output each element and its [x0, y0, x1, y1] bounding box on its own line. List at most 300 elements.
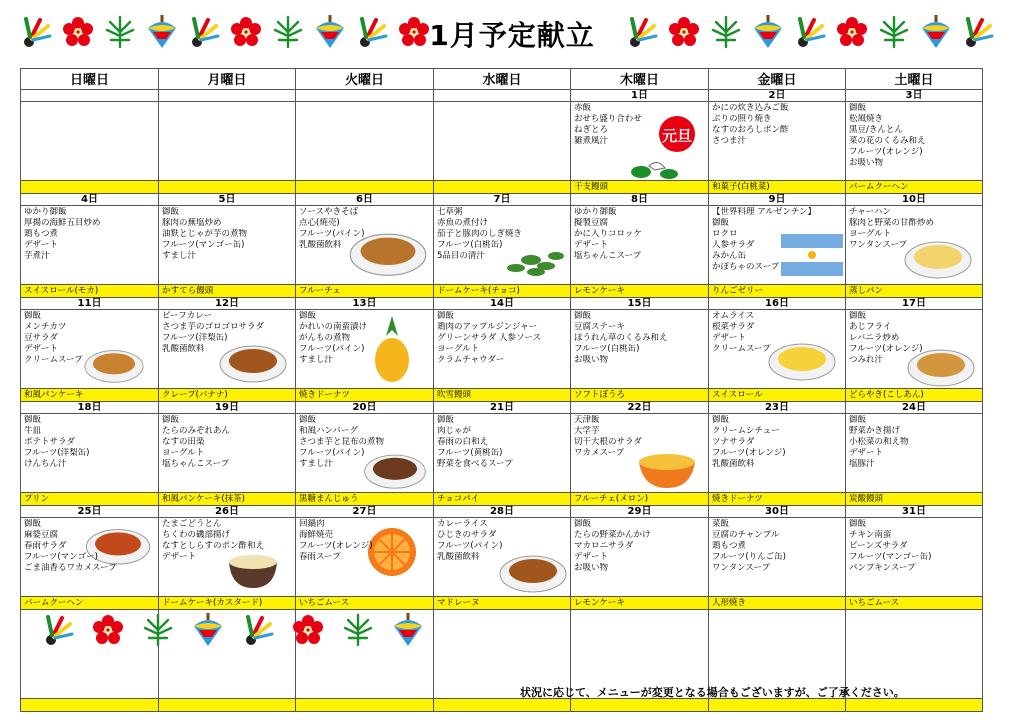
menu-item: レバニラ炒め: [849, 333, 900, 343]
menu-cell: [296, 518, 434, 597]
snack-cell: いちごムース: [846, 597, 983, 610]
menu-item: ソースやきそば: [299, 207, 359, 217]
menu-item: クリームシチュー: [712, 426, 780, 436]
menu-cell: [846, 206, 983, 285]
menu-item: 回鍋肉: [299, 519, 325, 529]
menu-item: メンチカツ: [24, 322, 67, 332]
crane-pine-icon: [629, 156, 679, 180]
menu-item: 野菜かき揚げ: [849, 426, 901, 436]
snack-cell: 吹雪饅頭: [434, 389, 571, 402]
date-cell: 29日: [571, 506, 709, 518]
snack-cell: [159, 181, 296, 194]
menu-item: 雑煮風汁: [574, 136, 609, 146]
menu-item: 豚肉と野菜の甘酢炒め: [849, 218, 935, 228]
menu-item: ワンタンスープ: [712, 563, 771, 573]
menu-item: 野菜を食べるスープ: [437, 459, 513, 469]
menu-item: 小松菜の和え物: [849, 437, 909, 447]
date-cell: [434, 90, 571, 102]
menu-item: なすのおろしポン酢: [712, 125, 789, 135]
menu-item: ゆかり御飯: [574, 207, 617, 217]
menu-item: 切干大根のサラダ: [574, 437, 642, 447]
menu-item: 春雨サラダ: [24, 541, 67, 551]
menu-item: 油麩とじゃが芋の煮物: [162, 229, 248, 239]
empty-band-row: [21, 699, 983, 712]
menu-item: デザート: [162, 552, 197, 562]
menu-item: 豆腐ステーキ: [574, 322, 625, 332]
menu-item: ヨーグルト: [162, 448, 205, 458]
menu-item: 御飯: [24, 311, 42, 321]
date-cell: 30日: [709, 506, 846, 518]
menu-item: ゆかり御飯: [24, 207, 67, 217]
date-row: [21, 194, 983, 206]
snack-cell: [21, 181, 159, 194]
menu-item: 御飯: [849, 415, 867, 425]
menu-item: チキン南蛮: [849, 530, 892, 540]
snack-row: [21, 181, 983, 194]
spinning-top-icon: [312, 14, 348, 50]
menu-item: 5品目の清汁: [437, 251, 485, 261]
menu-item: 乳酸菌飲料: [712, 459, 755, 469]
menu-item: なすとしらすのポン酢和え: [162, 541, 265, 551]
date-cell: [296, 90, 434, 102]
menu-cell: [846, 310, 983, 389]
date-cell: 16日: [709, 298, 846, 310]
weekday-saturday: 土曜日: [846, 69, 983, 90]
menu-item: 赤魚の煮付け: [437, 218, 489, 228]
menu-item: たらの野菜かんかけ: [574, 530, 651, 540]
menu-item: ワンタンスープ: [849, 240, 908, 250]
menu-row: [21, 102, 983, 181]
date-cell: [21, 90, 159, 102]
menu-item: フルーツ(オレンジ): [849, 344, 923, 354]
menu-item: 鶏肉のアップルジンジャー: [437, 322, 538, 332]
menu-item: さつま芋のゴロゴロサラダ: [162, 322, 264, 332]
menu-cell: [709, 310, 846, 389]
menu-item: 七草粥: [437, 207, 463, 217]
menu-item: 御飯: [849, 519, 867, 529]
date-cell: 20日: [296, 402, 434, 414]
menu-item: 和風ハンバーグ: [299, 426, 358, 436]
menu-cell: [21, 518, 159, 597]
menu-cell: [21, 310, 159, 389]
menu-item: デザート: [574, 552, 609, 562]
menu-item: ねぎとろ: [574, 125, 609, 135]
date-row: [21, 90, 983, 102]
menu-item: 御飯: [24, 519, 42, 529]
snack-cell: かすてら饅頭: [159, 285, 296, 298]
menu-item: ちくわの磯部揚げ: [162, 530, 231, 540]
date-row: [21, 506, 983, 518]
snack-row: [21, 389, 983, 402]
snack-cell: 蒸しパン: [846, 285, 983, 298]
snack-cell: ソフトぼうろ: [571, 389, 709, 402]
plum-flower-icon: [834, 14, 870, 50]
menu-item: 豆腐のチャンプル: [712, 530, 780, 540]
snack-row: [21, 285, 983, 298]
menu-item: ポテトサラダ: [24, 437, 75, 447]
menu-item: お吸い物: [574, 563, 609, 573]
plum-flower-icon: [90, 612, 126, 648]
date-cell: 4日: [21, 194, 159, 206]
menu-cell: [846, 102, 983, 181]
pine-branch-icon: [708, 14, 744, 50]
menu-item: けんちん汁: [24, 459, 67, 469]
menu-item: 天津飯: [574, 415, 600, 425]
menu-item: ワカメスープ: [574, 448, 625, 458]
menu-item: 黒豆/きんとん: [849, 125, 903, 135]
menu-item: チャーハン: [849, 207, 891, 217]
menu-item: かれいの南蛮漬け: [299, 322, 368, 332]
menu-row: [21, 518, 983, 597]
date-cell: 1日: [571, 90, 709, 102]
snack-cell: バームクーヘン: [846, 181, 983, 194]
menu-cell: [21, 206, 159, 285]
plum-flower-icon: [228, 14, 264, 50]
date-row: [21, 402, 983, 414]
menu-item: すまし汁: [299, 355, 334, 365]
menu-cell: [159, 206, 296, 285]
plum-flower-icon: [666, 14, 702, 50]
menu-item: たらのみぞれあん: [162, 426, 231, 436]
menu-item: ヨーグルト: [849, 229, 892, 239]
spinning-top-icon: [750, 14, 786, 50]
menu-item: 菜の花のくるみ和え: [849, 136, 926, 146]
snack-cell: 焼きドーナツ: [709, 493, 846, 506]
menu-item: 塩ちゃんこスープ: [162, 459, 230, 469]
snack-cell: 和菓子(白桃菜): [709, 181, 846, 194]
menu-item: 御飯: [24, 415, 42, 425]
date-cell: 24日: [846, 402, 983, 414]
snack-row: [21, 597, 983, 610]
menu-cell: [159, 102, 296, 181]
snack-cell: 黒糖まんじゅう: [296, 493, 434, 506]
menu-item: 御飯: [299, 311, 317, 321]
snack-cell: レモンケーキ: [571, 597, 709, 610]
menu-cell: [434, 206, 571, 285]
menu-item: デザート: [712, 333, 747, 343]
menu-cell: [21, 102, 159, 181]
menu-item: ひじきのサラダ: [437, 530, 497, 540]
shuttlecock-icon: [960, 14, 996, 50]
menu-item: なすの田楽: [162, 437, 205, 447]
menu-item: フルーツ(オレンジ): [299, 541, 373, 551]
menu-item: カレーライス: [437, 519, 488, 529]
pine-branch-icon: [340, 612, 376, 648]
menu-cell: [571, 206, 709, 285]
menu-cell: [846, 518, 983, 597]
pine-branch-icon: [270, 14, 306, 50]
menu-item: フルーツ(オレンジ): [712, 448, 786, 458]
menu-item: 人参サラダ: [712, 240, 755, 250]
menu-item: あじフライ: [849, 322, 892, 332]
menu-item: 御飯: [437, 415, 455, 425]
menu-item: パンプキンスープ: [849, 563, 916, 573]
menu-item: 点心(焼売): [299, 218, 340, 228]
menu-item: フルーツ(洋梨缶): [162, 333, 228, 343]
menu-item: ごま油香るワカメスープ: [24, 563, 117, 573]
menu-item: すまし汁: [299, 459, 334, 469]
page-header: [0, 0, 1024, 66]
menu-item: 御飯: [712, 415, 730, 425]
menu-cell: [434, 102, 571, 181]
menu-item: つみれ汁: [849, 355, 884, 365]
menu-cell: [296, 414, 434, 493]
date-cell: 6日: [296, 194, 434, 206]
menu-cell: [21, 414, 159, 493]
menu-item: ロクロ: [712, 229, 738, 239]
date-cell: 23日: [709, 402, 846, 414]
menu-item: 乳酸菌飲料: [299, 240, 342, 250]
page-title: 1月予定献立: [429, 19, 595, 52]
menu-cell: [434, 414, 571, 493]
menu-item: 菜飯: [712, 519, 730, 529]
menu-item: ビーンズサラダ: [849, 541, 908, 551]
menu-item: お吸い物: [849, 158, 884, 168]
menu-item: 御飯: [574, 311, 592, 321]
menu-item: フルーツ(パイン): [437, 541, 503, 551]
menu-item: デザート: [574, 240, 609, 250]
date-cell: 10日: [846, 194, 983, 206]
snack-cell: クレープ(バナナ): [159, 389, 296, 402]
menu-item: 鶏もつ煮: [24, 229, 59, 239]
menu-item: デザート: [24, 344, 59, 354]
snack-cell: スイスロール(モカ): [21, 285, 159, 298]
menu-item: がんもの煮物: [299, 333, 351, 343]
menu-item: フルーツ(白桃缶): [574, 344, 640, 354]
menu-item: フルーツ(オレンジ): [849, 147, 923, 157]
snack-cell: 干支饅頭: [571, 181, 709, 194]
menu-item: フルーツ(洋梨缶): [24, 448, 90, 458]
snack-cell: 和風パンケーキ: [21, 389, 159, 402]
menu-item: 海鮮焼売: [299, 530, 334, 540]
menu-cell: [709, 518, 846, 597]
menu-item: さつま汁: [712, 136, 747, 146]
menu-item: 乳酸菌飲料: [162, 344, 205, 354]
menu-item: フルーツ(マンゴー缶): [162, 240, 245, 250]
menu-item: 厚揚の海鮮五目炒め: [24, 218, 101, 228]
snack-cell: 和風パンケーキ(抹茶): [159, 493, 296, 506]
menu-item: 御飯: [574, 519, 592, 529]
menu-item: フルーツ(白桃缶): [437, 240, 503, 250]
snack-cell: フルーチェ(メロン): [571, 493, 709, 506]
date-cell: 18日: [21, 402, 159, 414]
menu-item: ヨーグルト: [437, 344, 480, 354]
menu-item: 御飯: [712, 218, 730, 228]
menu-cell: [846, 414, 983, 493]
snack-cell: チョコパイ: [434, 493, 571, 506]
menu-item: デザート: [24, 240, 59, 250]
weekday-friday: 金曜日: [709, 69, 846, 90]
menu-cell: [159, 310, 296, 389]
snack-cell: [434, 181, 571, 194]
menu-item: 茄子と豚肉のしぎ焼き: [437, 229, 523, 239]
menu-item: 根菜サラダ: [712, 322, 755, 332]
weekday-thursday: 木曜日: [571, 69, 709, 90]
shuttlecock-icon: [624, 14, 660, 50]
menu-item: 【世界料理 アルゼンチン】: [712, 207, 816, 217]
menu-cell: [296, 206, 434, 285]
menu-item: 大学芋: [574, 426, 600, 436]
date-cell: 3日: [846, 90, 983, 102]
menu-item: ビーフカレー: [162, 311, 213, 321]
menu-item: たまごどうとん: [162, 519, 222, 529]
date-cell: 13日: [296, 298, 434, 310]
menu-cell: [159, 414, 296, 493]
menu-item: お吸い物: [574, 355, 609, 365]
shuttlecock-icon: [18, 14, 54, 50]
menu-item: ツナサラダ: [712, 437, 755, 447]
date-cell: 7日: [434, 194, 571, 206]
menu-row: [21, 310, 983, 389]
menu-item: 豚肉の蕪塩炒め: [162, 218, 222, 228]
menu-item: クリームスープ: [712, 344, 771, 354]
date-row: [21, 298, 983, 310]
spinning-top-icon: [918, 14, 954, 50]
snack-cell: マドレーヌ: [434, 597, 571, 610]
snack-cell: どらやき(こしあん): [846, 389, 983, 402]
snack-cell: 炭酸饅頭: [846, 493, 983, 506]
date-cell: 14日: [434, 298, 571, 310]
weekday-tuesday: 火曜日: [296, 69, 434, 90]
menu-item: 松風焼き: [849, 114, 884, 124]
menu-row: [21, 414, 983, 493]
new-year-decoration-right: [624, 14, 996, 50]
menu-row: [21, 206, 983, 285]
snack-cell: プリン: [21, 493, 159, 506]
menu-item: 御飯: [162, 415, 180, 425]
menu-item: 御飯: [849, 103, 867, 113]
pine-branch-icon: [102, 14, 138, 50]
shuttlecock-icon: [354, 14, 390, 50]
date-cell: 17日: [846, 298, 983, 310]
menu-item: 肉じゃが: [437, 426, 472, 436]
menu-item: 御飯: [162, 207, 180, 217]
snack-cell: いちごムース: [296, 597, 434, 610]
date-cell: 22日: [571, 402, 709, 414]
menu-item: 御飯: [437, 311, 455, 321]
menu-item: みかん缶: [712, 251, 747, 261]
shuttlecock-icon: [240, 612, 276, 648]
menu-item: かぼちゃのスープ: [712, 262, 780, 272]
snack-cell: スイスロール: [709, 389, 846, 402]
snack-cell: 人形焼き: [709, 597, 846, 610]
shuttlecock-icon: [792, 14, 828, 50]
menu-item: 御飯: [299, 415, 317, 425]
menu-item: クラムチャウダー: [437, 355, 505, 365]
menu-cell: [709, 206, 846, 285]
date-cell: 25日: [21, 506, 159, 518]
new-year-decoration-left: [18, 14, 432, 50]
menu-item: おせち盛り合わせ: [574, 114, 642, 124]
date-cell: 21日: [434, 402, 571, 414]
menu-cell: [709, 414, 846, 493]
shuttlecock-icon: [186, 14, 222, 50]
plum-flower-icon: [60, 14, 96, 50]
spinning-top-icon: [144, 14, 180, 50]
menu-item: 乳酸菌飲料: [437, 552, 480, 562]
menu-item: 春雨スープ: [299, 552, 341, 562]
date-cell: 12日: [159, 298, 296, 310]
menu-cell: [296, 310, 434, 389]
spinning-top-icon: [390, 612, 426, 648]
date-cell: [159, 90, 296, 102]
menu-item: フルーツ(黄桃缶): [437, 448, 503, 458]
date-cell: 27日: [296, 506, 434, 518]
pine-branch-icon: [876, 14, 912, 50]
menu-cell: [571, 414, 709, 493]
menu-item: フルーツ(パイン): [299, 229, 365, 239]
menu-item: グリーンサラダ 人参ソース: [437, 333, 542, 343]
menu-item: クリームスープ: [24, 355, 83, 365]
menu-item: ぶりの照り焼き: [712, 114, 772, 124]
menu-item: フルーツ(パイン): [299, 448, 365, 458]
date-cell: 31日: [846, 506, 983, 518]
menu-item: マカロニサラダ: [574, 541, 634, 551]
snack-cell: 焼きドーナツ: [296, 389, 434, 402]
weekday-wednesday: 水曜日: [434, 69, 571, 90]
plum-flower-icon: [290, 612, 326, 648]
menu-item: 塩ちゃんこスープ: [574, 251, 642, 261]
snack-cell: レモンケーキ: [571, 285, 709, 298]
menu-item: 赤飯: [574, 103, 592, 113]
snack-cell: [296, 181, 434, 194]
menu-item: 麻婆豆腐: [24, 530, 59, 540]
pine-branch-icon: [140, 612, 176, 648]
snack-row: [21, 493, 983, 506]
date-cell: 28日: [434, 506, 571, 518]
weekday-header-row: [21, 69, 983, 90]
menu-cell: [159, 518, 296, 597]
menu-item: 御飯: [849, 311, 867, 321]
menu-item: 擬製豆腐: [574, 218, 609, 228]
date-cell: 11日: [21, 298, 159, 310]
menu-item: ほうれん草のくるみ和え: [574, 333, 668, 343]
menu-cell: [709, 102, 846, 181]
menu-item: フルーツ(マンゴー): [24, 552, 98, 562]
menu-item: 春雨の白和え: [437, 437, 489, 447]
date-cell: 15日: [571, 298, 709, 310]
menu-cell: [571, 310, 709, 389]
snack-cell: ドームケーキ(カスタード): [159, 597, 296, 610]
date-cell: 19日: [159, 402, 296, 414]
menu-item: 牛皿: [24, 426, 42, 436]
menu-cell: [434, 518, 571, 597]
menu-cell: [571, 102, 709, 181]
menu-item: オムライス: [712, 311, 755, 321]
date-cell: 26日: [159, 506, 296, 518]
shuttlecock-icon: [40, 612, 76, 648]
menu-cell: [571, 518, 709, 597]
menu-item: 塩豚汁: [849, 459, 875, 469]
spinning-top-icon: [190, 612, 226, 648]
snack-cell: りんごゼリー: [709, 285, 846, 298]
menu-item: かに入りコロッケ: [574, 229, 642, 239]
menu-item: フルーツ(マンゴー缶): [849, 552, 932, 562]
weekday-monday: 月曜日: [159, 69, 296, 90]
menu-cell: [296, 102, 434, 181]
menu-item: かにの炊き込みご飯: [712, 103, 789, 113]
date-cell: 2日: [709, 90, 846, 102]
menu-item: すまし汁: [162, 251, 197, 261]
snack-cell: フルーチェ: [296, 285, 434, 298]
snack-cell: バームクーヘン: [21, 597, 159, 610]
menu-item: 鶏もつ煮: [712, 541, 747, 551]
weekday-sunday: 日曜日: [21, 69, 159, 90]
menu-item: フルーツ(パイン): [299, 344, 365, 354]
bottom-decoration: [40, 612, 426, 648]
menu-cell: [434, 310, 571, 389]
menu-item: 芋煮汁: [24, 251, 50, 261]
